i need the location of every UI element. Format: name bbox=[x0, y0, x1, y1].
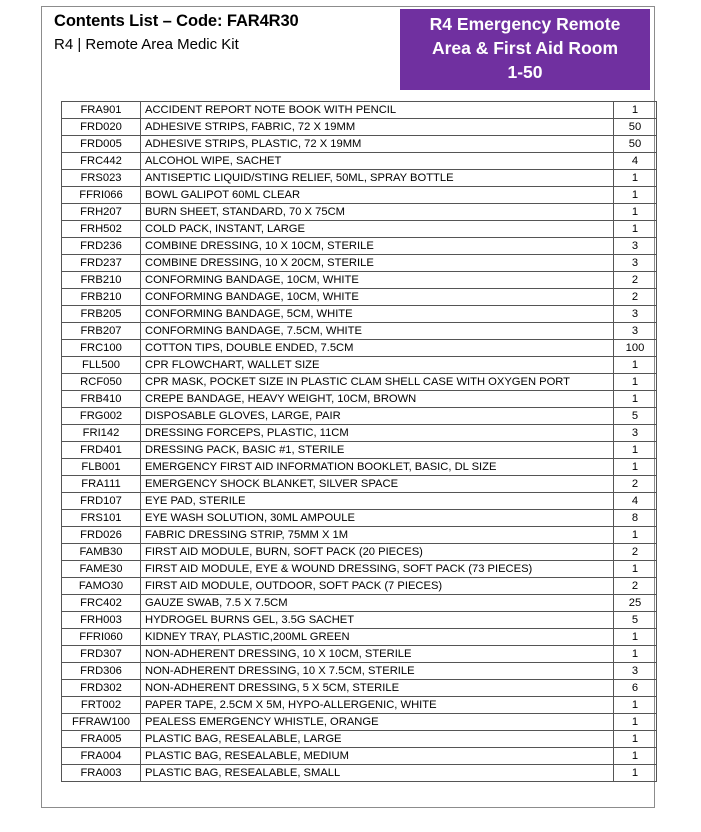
table-row bbox=[62, 646, 657, 663]
item-code: FRD107 bbox=[62, 493, 141, 510]
item-code: FRC442 bbox=[62, 153, 141, 170]
table-row bbox=[62, 731, 657, 748]
item-description: CPR MASK, POCKET SIZE IN PLASTIC CLAM SHELL CASE WITH OXYGEN PORT bbox=[141, 374, 614, 391]
item-quantity: 3 bbox=[614, 425, 657, 442]
item-quantity: 2 bbox=[614, 272, 657, 289]
table-row bbox=[62, 510, 657, 527]
item-description: FIRST AID MODULE, EYE & WOUND DRESSING, SOFT PACK (73 PIECES) bbox=[141, 561, 614, 578]
item-code: FRB207 bbox=[62, 323, 141, 340]
table-row bbox=[62, 680, 657, 697]
item-code: FFRAW100 bbox=[62, 714, 141, 731]
table-row bbox=[62, 102, 657, 119]
item-code: FFRI060 bbox=[62, 629, 141, 646]
item-quantity: 8 bbox=[614, 510, 657, 527]
item-code: FRB210 bbox=[62, 289, 141, 306]
item-quantity: 3 bbox=[614, 323, 657, 340]
item-code: FRG002 bbox=[62, 408, 141, 425]
item-code: FRI142 bbox=[62, 425, 141, 442]
banner-line-2: Area & First Aid Room bbox=[431, 38, 619, 58]
item-quantity: 2 bbox=[614, 289, 657, 306]
kit-banner bbox=[400, 9, 650, 90]
item-description: KIDNEY TRAY, PLASTIC,200ML GREEN bbox=[141, 629, 614, 646]
table-row bbox=[62, 544, 657, 561]
table-row bbox=[62, 595, 657, 612]
table-row bbox=[62, 204, 657, 221]
item-description: EMERGENCY FIRST AID INFORMATION BOOKLET, BASIC, DL SIZE bbox=[141, 459, 614, 476]
table-row bbox=[62, 187, 657, 204]
item-description: NON-ADHERENT DRESSING, 10 X 10CM, STERILE bbox=[141, 646, 614, 663]
item-quantity: 1 bbox=[614, 187, 657, 204]
item-code: FRD307 bbox=[62, 646, 141, 663]
contents-table bbox=[61, 101, 657, 782]
item-code: FRH502 bbox=[62, 221, 141, 238]
contents-table-body bbox=[62, 102, 657, 782]
item-quantity: 1 bbox=[614, 765, 657, 782]
table-row bbox=[62, 272, 657, 289]
table-row bbox=[62, 323, 657, 340]
item-description: ALCOHOL WIPE, SACHET bbox=[141, 153, 614, 170]
item-quantity: 3 bbox=[614, 663, 657, 680]
item-code: FRS023 bbox=[62, 170, 141, 187]
item-description: ADHESIVE STRIPS, PLASTIC, 72 X 19MM bbox=[141, 136, 614, 153]
item-code: FRA004 bbox=[62, 748, 141, 765]
table-row bbox=[62, 442, 657, 459]
item-quantity: 1 bbox=[614, 629, 657, 646]
banner-line-1: R4 Emergency Remote bbox=[429, 14, 621, 34]
table-row bbox=[62, 306, 657, 323]
item-description: DISPOSABLE GLOVES, LARGE, PAIR bbox=[141, 408, 614, 425]
item-quantity: 50 bbox=[614, 119, 657, 136]
item-code: FRD236 bbox=[62, 238, 141, 255]
table-row bbox=[62, 119, 657, 136]
item-quantity: 100 bbox=[614, 340, 657, 357]
table-row bbox=[62, 629, 657, 646]
item-quantity: 1 bbox=[614, 731, 657, 748]
item-code: FRH003 bbox=[62, 612, 141, 629]
item-description: PEALESS EMERGENCY WHISTLE, ORANGE bbox=[141, 714, 614, 731]
item-code: FRD401 bbox=[62, 442, 141, 459]
item-quantity: 1 bbox=[614, 221, 657, 238]
table-row bbox=[62, 578, 657, 595]
item-description: ACCIDENT REPORT NOTE BOOK WITH PENCIL bbox=[141, 102, 614, 119]
item-quantity: 1 bbox=[614, 697, 657, 714]
item-description: COMBINE DRESSING, 10 X 20CM, STERILE bbox=[141, 255, 614, 272]
item-description: EYE WASH SOLUTION, 30ML AMPOULE bbox=[141, 510, 614, 527]
table-row bbox=[62, 153, 657, 170]
item-quantity: 1 bbox=[614, 102, 657, 119]
item-description: EYE PAD, STERILE bbox=[141, 493, 614, 510]
item-description: CONFORMING BANDAGE, 10CM, WHITE bbox=[141, 289, 614, 306]
item-quantity: 1 bbox=[614, 391, 657, 408]
item-quantity: 1 bbox=[614, 748, 657, 765]
item-quantity: 3 bbox=[614, 306, 657, 323]
item-description: NON-ADHERENT DRESSING, 5 X 5CM, STERILE bbox=[141, 680, 614, 697]
item-code: FRD005 bbox=[62, 136, 141, 153]
item-quantity: 1 bbox=[614, 442, 657, 459]
item-description: BOWL GALIPOT 60ML CLEAR bbox=[141, 187, 614, 204]
table-row bbox=[62, 493, 657, 510]
table-row bbox=[62, 340, 657, 357]
item-quantity: 5 bbox=[614, 408, 657, 425]
item-description: DRESSING FORCEPS, PLASTIC, 11CM bbox=[141, 425, 614, 442]
document-title: Contents List – Code: FAR4R30 bbox=[54, 12, 299, 30]
item-quantity: 5 bbox=[614, 612, 657, 629]
document-subtitle: R4 | Remote Area Medic Kit bbox=[54, 36, 239, 53]
item-description: PAPER TAPE, 2.5CM X 5M, HYPO-ALLERGENIC, WHITE bbox=[141, 697, 614, 714]
item-description: BURN SHEET, STANDARD, 70 X 75CM bbox=[141, 204, 614, 221]
item-quantity: 6 bbox=[614, 680, 657, 697]
table-row bbox=[62, 765, 657, 782]
item-code: FRD306 bbox=[62, 663, 141, 680]
table-row bbox=[62, 697, 657, 714]
item-description: FABRIC DRESSING STRIP, 75MM X 1M bbox=[141, 527, 614, 544]
table-row bbox=[62, 459, 657, 476]
table-row bbox=[62, 170, 657, 187]
item-description: COLD PACK, INSTANT, LARGE bbox=[141, 221, 614, 238]
item-code: FRD302 bbox=[62, 680, 141, 697]
item-description: PLASTIC BAG, RESEALABLE, LARGE bbox=[141, 731, 614, 748]
item-quantity: 1 bbox=[614, 459, 657, 476]
item-code: FFRI066 bbox=[62, 187, 141, 204]
item-code: FRA005 bbox=[62, 731, 141, 748]
item-description: ANTISEPTIC LIQUID/STING RELIEF, 50ML, SPRAY BOTTLE bbox=[141, 170, 614, 187]
item-code: FRT002 bbox=[62, 697, 141, 714]
item-description: GAUZE SWAB, 7.5 X 7.5CM bbox=[141, 595, 614, 612]
item-description: ADHESIVE STRIPS, FABRIC, 72 X 19MM bbox=[141, 119, 614, 136]
item-quantity: 2 bbox=[614, 476, 657, 493]
item-quantity: 25 bbox=[614, 595, 657, 612]
item-quantity: 4 bbox=[614, 153, 657, 170]
item-description: PLASTIC BAG, RESEALABLE, SMALL bbox=[141, 765, 614, 782]
item-code: FRB210 bbox=[62, 272, 141, 289]
item-code: FRC100 bbox=[62, 340, 141, 357]
item-description: PLASTIC BAG, RESEALABLE, MEDIUM bbox=[141, 748, 614, 765]
item-description: NON-ADHERENT DRESSING, 10 X 7.5CM, STERILE bbox=[141, 663, 614, 680]
item-code: FRD020 bbox=[62, 119, 141, 136]
item-quantity: 1 bbox=[614, 170, 657, 187]
item-description: FIRST AID MODULE, BURN, SOFT PACK (20 PIECES) bbox=[141, 544, 614, 561]
item-code: FRB410 bbox=[62, 391, 141, 408]
item-quantity: 2 bbox=[614, 578, 657, 595]
item-code: FRA111 bbox=[62, 476, 141, 493]
table-row bbox=[62, 612, 657, 629]
item-quantity: 2 bbox=[614, 544, 657, 561]
item-code: FRC402 bbox=[62, 595, 141, 612]
item-code: FRA003 bbox=[62, 765, 141, 782]
item-description: COMBINE DRESSING, 10 X 10CM, STERILE bbox=[141, 238, 614, 255]
item-code: FAME30 bbox=[62, 561, 141, 578]
item-code: FLL500 bbox=[62, 357, 141, 374]
item-quantity: 4 bbox=[614, 493, 657, 510]
table-row bbox=[62, 238, 657, 255]
table-row bbox=[62, 527, 657, 544]
table-row bbox=[62, 476, 657, 493]
item-quantity: 1 bbox=[614, 714, 657, 731]
table-row bbox=[62, 374, 657, 391]
item-code: FRB205 bbox=[62, 306, 141, 323]
table-row bbox=[62, 425, 657, 442]
banner-line-3: 1-50 bbox=[507, 62, 543, 82]
item-description: EMERGENCY SHOCK BLANKET, SILVER SPACE bbox=[141, 476, 614, 493]
table-row bbox=[62, 289, 657, 306]
item-description: HYDROGEL BURNS GEL, 3.5G SACHET bbox=[141, 612, 614, 629]
table-row bbox=[62, 255, 657, 272]
item-code: FAMO30 bbox=[62, 578, 141, 595]
item-quantity: 1 bbox=[614, 374, 657, 391]
item-code: FRD026 bbox=[62, 527, 141, 544]
item-code: FRS101 bbox=[62, 510, 141, 527]
item-quantity: 3 bbox=[614, 255, 657, 272]
item-description: DRESSING PACK, BASIC #1, STERILE bbox=[141, 442, 614, 459]
item-description: CPR FLOWCHART, WALLET SIZE bbox=[141, 357, 614, 374]
item-quantity: 1 bbox=[614, 357, 657, 374]
item-description: CREPE BANDAGE, HEAVY WEIGHT, 10CM, BROWN bbox=[141, 391, 614, 408]
table-row bbox=[62, 357, 657, 374]
item-description: CONFORMING BANDAGE, 10CM, WHITE bbox=[141, 272, 614, 289]
item-quantity: 1 bbox=[614, 646, 657, 663]
item-quantity: 1 bbox=[614, 204, 657, 221]
item-code: FLB001 bbox=[62, 459, 141, 476]
item-code: FRH207 bbox=[62, 204, 141, 221]
table-row bbox=[62, 748, 657, 765]
table-row bbox=[62, 221, 657, 238]
item-quantity: 50 bbox=[614, 136, 657, 153]
item-code: FAMB30 bbox=[62, 544, 141, 561]
table-row bbox=[62, 663, 657, 680]
item-code: FRA901 bbox=[62, 102, 141, 119]
item-description: COTTON TIPS, DOUBLE ENDED, 7.5CM bbox=[141, 340, 614, 357]
item-quantity: 3 bbox=[614, 238, 657, 255]
item-description: FIRST AID MODULE, OUTDOOR, SOFT PACK (7 PIECES) bbox=[141, 578, 614, 595]
item-description: CONFORMING BANDAGE, 5CM, WHITE bbox=[141, 306, 614, 323]
item-code: RCF050 bbox=[62, 374, 141, 391]
table-row bbox=[62, 561, 657, 578]
table-row bbox=[62, 391, 657, 408]
item-code: FRD237 bbox=[62, 255, 141, 272]
item-quantity: 1 bbox=[614, 561, 657, 578]
item-quantity: 1 bbox=[614, 527, 657, 544]
table-row bbox=[62, 136, 657, 153]
table-row bbox=[62, 408, 657, 425]
table-row bbox=[62, 714, 657, 731]
item-description: CONFORMING BANDAGE, 7.5CM, WHITE bbox=[141, 323, 614, 340]
